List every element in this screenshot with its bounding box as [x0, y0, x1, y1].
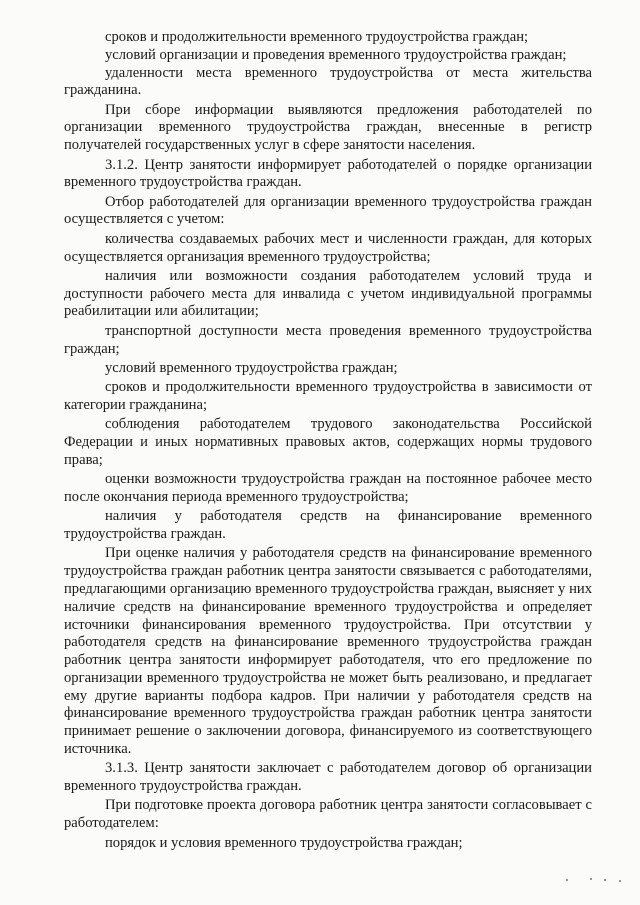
paragraph-14: наличия у работодателя средств на финансирование временного трудоустройства граждан.	[64, 508, 592, 543]
document-body	[64, 29, 592, 852]
paragraph-9: транспортной доступности места проведения временного трудоустройства граждан;	[64, 322, 592, 357]
paragraph-3: удаленности места временного трудоустройства от места жительства гражданина.	[64, 64, 592, 99]
paragraph-5: 3.1.2. Центр занятости информирует работодателей о порядке организации временного трудоустройства граждан.	[64, 156, 592, 191]
scan-speck	[590, 878, 592, 880]
paragraph-13: оценки возможности трудоустройства граждан на постоянное рабочее место после окончания периода временного трудоустройства;	[64, 471, 592, 505]
paragraph-4: При сборе информации выявляются предложения работодателей по организации временного трудоустройства граждан, внесенные в регистр получателей государственных услуг в сфере занятости населения.	[64, 101, 592, 154]
paragraph-16: 3.1.3. Центр занятости заключает с работодателем договор об организации временного трудоустройства граждан.	[64, 760, 592, 795]
paragraph-1: сроков и продолжительности временного трудоустройства граждан;	[105, 29, 529, 45]
paragraph-10: условий временного трудоустройства граждан;	[105, 359, 398, 376]
scan-speck	[566, 879, 568, 881]
paragraph-8: наличия или возможности создания работодателем условий труда и доступности рабочего места для инвалида с учетом индивидуальной программы реабилитации или абилитации;	[64, 267, 592, 320]
paragraph-18: порядок и условия временного трудоустройства граждан;	[105, 834, 463, 851]
paragraph-7: количества создаваемых рабочих мест и численности граждан, для которых осуществляется организация временного трудоустройства;	[64, 230, 592, 265]
paragraph-6: Отбор работодателей для организации временного трудоустройства граждан осуществляется с учетом:	[64, 193, 592, 228]
paragraph-17: При подготовке проекта договора работник центра занятости согласовывает с работодателем:	[64, 797, 592, 832]
paragraph-12: соблюдения работодателем трудового законодательства Российской Федерации и иных нормативных правовых актов, содержащих нормы трудового права;	[64, 416, 592, 468]
scan-speck	[619, 880, 621, 882]
paragraph-11: сроков и продолжительности временного трудоустройства в зависимости от категории гражданина;	[64, 379, 592, 413]
paragraph-2: условий организации и проведения временного трудоустройства граждан;	[105, 46, 567, 63]
scan-speck	[604, 879, 606, 881]
paragraph-15: При оценке наличия у работодателя средств на финансирование временного трудоустройства граждан работник центра занятости связывается с работодателями, предлагающими организацию временного трудоустройства граждан, выясняет у них наличие средств на финансирование временного трудоустройства и определяет источники финансирования временного трудоустройства. При отсутствии у работодателя средств на финансирование временного трудоустройства граждан работник центра занятости информирует работодателя, что его предложение по организации временного трудоустройства не может быть реализовано, и предлагает ему другие варианты подбора кадров. При наличии у работодателя средств на финансирование временного трудоустройства граждан работник центра занятости принимает решение о заключении договора, финансируемого из соответствующего источника.	[64, 545, 592, 758]
